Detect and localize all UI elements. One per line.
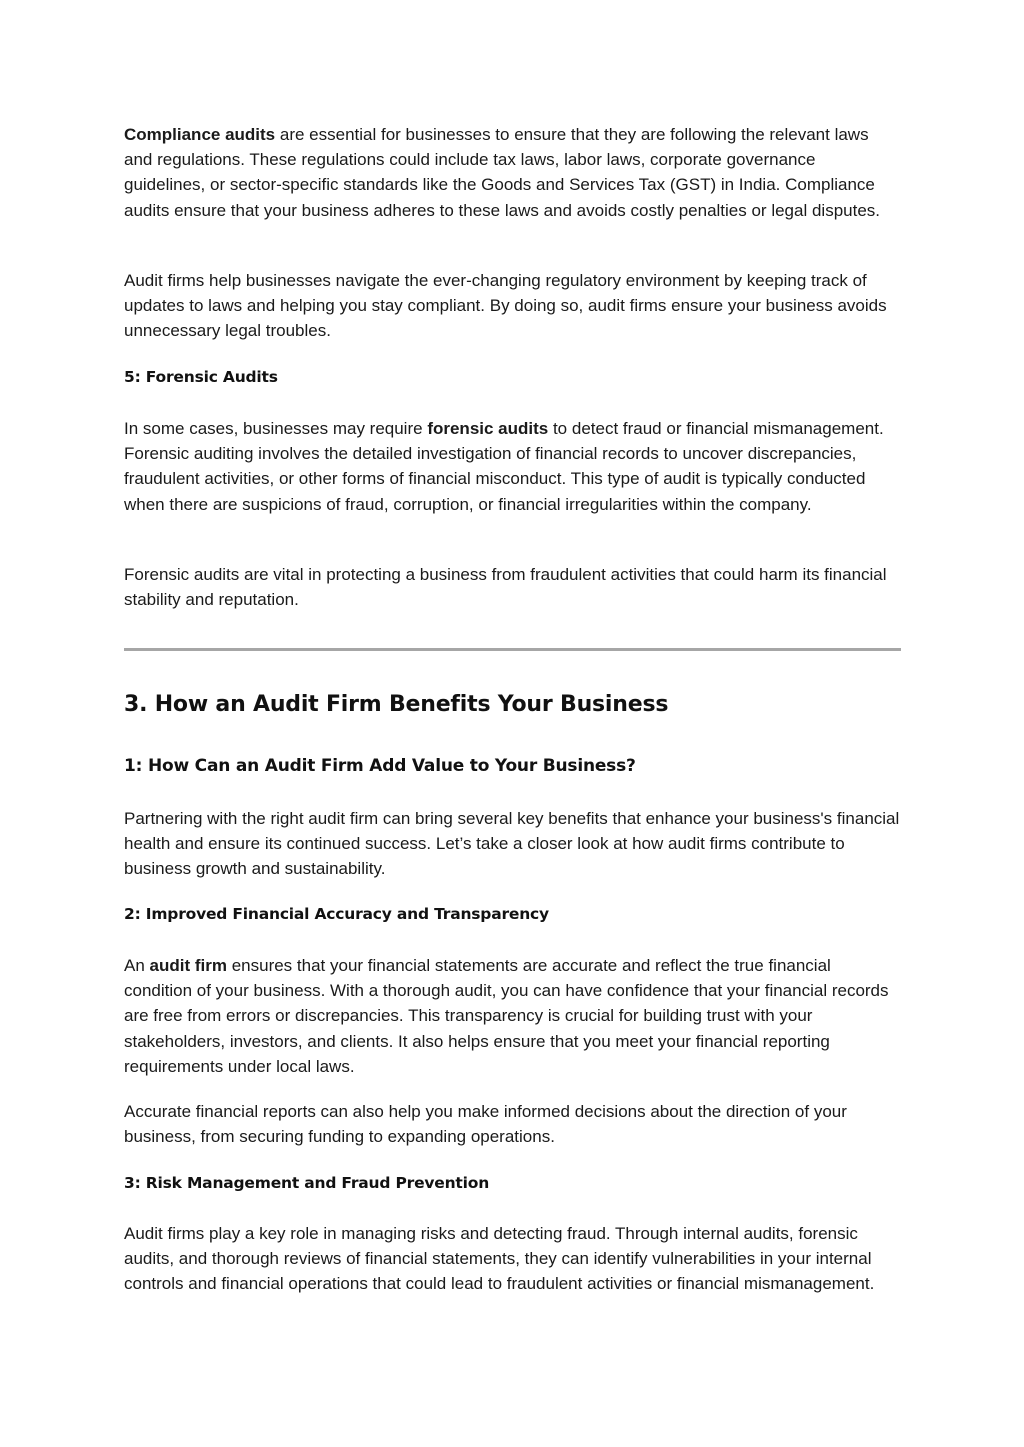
- accuracy-paragraph: [124, 953, 901, 1079]
- forensic-pre: In some cases, businesses may require: [124, 419, 428, 438]
- section-title: 3. How an Audit Firm Benefits Your Business: [124, 692, 669, 717]
- accuracy-text: ensures that your financial statements are accurate and reflect the true financial condition of your business. With a thorough audit, you can have confidence that your financial records are free from errors or discrepancies. This transparency is crucial for building trust with your stakeholders, investors, and clients. It also helps ensure that you meet your financial reporting requirements under local laws.: [124, 956, 889, 1076]
- forensic-text: to detect fraud or financial mismanagement. Forensic auditing involves the detailed investigation of financial records to uncover discrepancies, fraudulent activities, or other forms of financial misconduct. This type of audit is typically conducted when there are suspicions of fraud, corruption, or financial irregularities within the company.: [124, 419, 884, 514]
- regulatory-paragraph: Audit firms help businesses navigate the ever-changing regulatory environment by keeping track of updates to laws and helping you stay compliant. By doing so, audit firms ensure your business avoids unnecessary legal troubles.: [124, 271, 887, 341]
- audit-firm-bold: audit firm: [149, 956, 227, 975]
- accuracy-pre: An: [124, 956, 150, 975]
- risk-heading: 3: Risk Management and Fraud Prevention: [124, 1174, 490, 1192]
- reports-paragraph: Accurate financial reports can also help you make informed decisions about the direction of your business, from securing funding to expanding operations.: [124, 1102, 847, 1147]
- risk-paragraph: Audit firms play a key role in managing risks and detecting fraud. Through internal audits, forensic audits, and thorough reviews of financial statements, they can identify vulnerabilities in your internal controls and financial operations that could lead to fraudulent activities or financial mismanagement.: [124, 1224, 875, 1294]
- compliance-text: are essential for businesses to ensure that they are following the relevant laws and regulations. These regulations could include tax laws, labor laws, corporate governance guidelines, or sector-specific standards like the Goods and Services Tax (GST) in India. Compliance audits ensure that your business adheres to these laws and avoids costly penalties or legal disputes.: [124, 125, 881, 220]
- value-heading: 1: How Can an Audit Firm Add Value to Your Business?: [124, 756, 636, 776]
- section-divider: [124, 648, 901, 651]
- forensic-audits-heading: 5: Forensic Audits: [124, 368, 278, 386]
- partnering-paragraph: Partnering with the right audit firm can bring several key benefits that enhance your business's financial health and ensure its continued success. Let’s take a closer look at how audit firms contribute to business growth and sustainability.: [124, 809, 900, 879]
- compliance-bold: Compliance audits: [124, 125, 276, 144]
- accuracy-heading: 2: Improved Financial Accuracy and Transparency: [124, 905, 549, 923]
- compliance-paragraph: [124, 122, 901, 223]
- forensic-paragraph: [124, 416, 901, 517]
- forensic-bold: forensic audits: [427, 419, 549, 438]
- forensic-vital-paragraph: Forensic audits are vital in protecting a business from fraudulent activities that could harm its financial stability and reputation.: [124, 565, 887, 610]
